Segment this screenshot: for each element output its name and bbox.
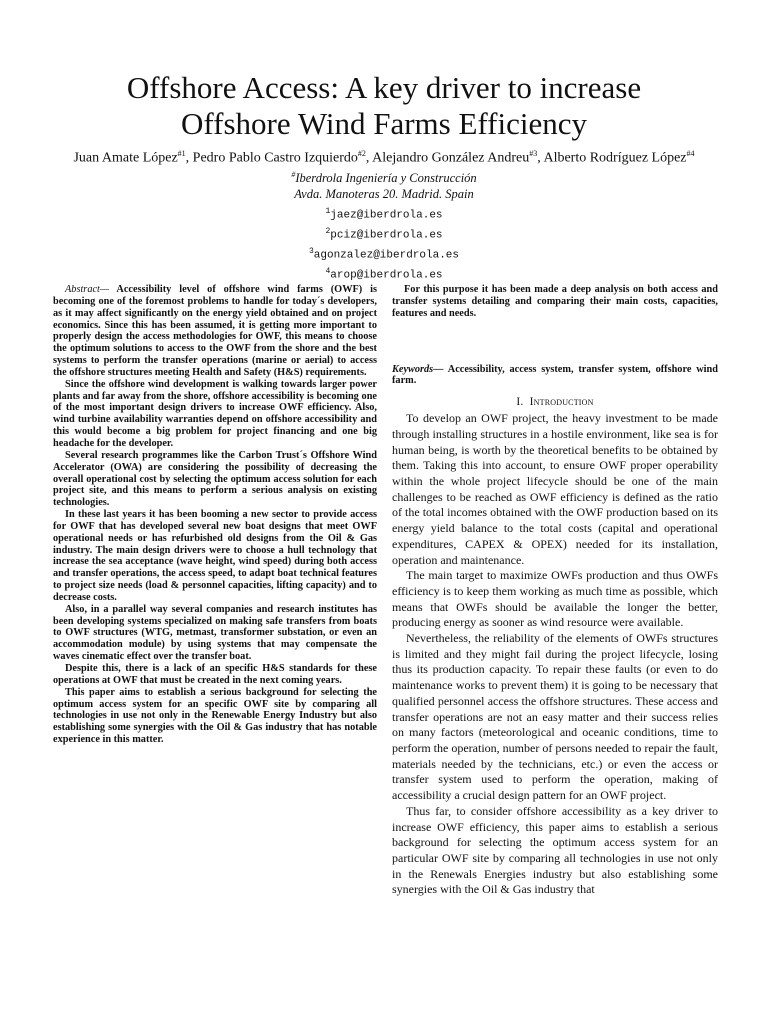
email-address: pciz@iberdrola.es [330,229,443,242]
email-mark: 3 [308,247,314,257]
email-mark: 1 [325,207,331,216]
email-entry [20,204,748,224]
left-column [53,284,377,746]
email-mark: 4 [325,267,331,277]
author-mark: #2 [357,149,366,158]
paper-title [40,70,728,142]
affiliation [20,167,748,202]
keywords [392,364,718,388]
author-name: Pedro Pablo Castro Izquierdo [192,150,358,166]
intro-paragraph: Thus far, to consider offshore accessibility as a key driver to increase OWF efficiency, this paper aims to establish a serious background for selecting the optimum access system for an particular OWF site by comparing all technologies in use not only in the Renewals Energies industry but also establishing some synergies with the Oil & Gas industry that [392,803,718,897]
section-number: I. [516,396,524,409]
intro-paragraph: To develop an OWF project, the heavy investment to be made through installing structures in a hostile environment, like sea is for human being, is worth by the theoretical benefits to be obtained by them. Taking this into account, to ensure OWF proper operability within the whole project lifecycle should be one of the main challenges to be reached as OWF efficiency is defined as the ratio of the total incomes obtained with the OWF production based on its energy yield balance to the total costs (capital and operational expenditures, CAPEX & OPEX) needed for its installation, operation and maintenance. [392,411,718,567]
abstract-paragraph: In these last years it has been booming a new sector to provide access for OWF that has developed several new boat designs that meet OWF operational needs or has refurbished old designs from the Oil & Gas industry. The main design drivers were to choose a hull technology that increase the sea acceptance (wave height, wind speed) during both access and transfer operations, the access speed, to adapt boat technical features to project size needs (load & personnel capacities, lifting capacity) and to decrease costs. [53,509,377,603]
author-mark: #1 [177,149,186,158]
intro-paragraph: Nevertheless, the reliability of the elements of OWFs structures is limited and they might fail during the project lifecycle, losing thus its production capacity. To repair these faults (or even to do maintenance works to prevent them) it is going to be necessary that qualified personnel access the offshore structures. These access and transfer operations are not an easy matter and their success relies on many factors (meteorological and oceanic conditions, time to perform the operation, number of persons needed to repair the fault, materials needed by the technicians, etc.) or even the access or transfer system used to perform the operation, making of accessibility a crucial design pattern for an OWF project. [392,631,718,803]
author-mark: #3 [529,149,538,158]
abstract-paragraph: Since the offshore wind development is walking towards larger power plants and far away from the shore, offshore accessibility is becoming one of the most important design drivers to increase OWF efficiency. Also, wind turbine availability warranties depend on offshore accessibility and this would become a big problem for project financing and one big headache for the developer. [53,378,377,449]
abstract-paragraph: Several research programmes like the Carbon Trust´s Offshore Wind Accelerator (OWA) are considering the possibility of decreasing the overall operational cost by selecting the optimum access solution for each project site, and this means to perform a serious analysis on existing technologies. [53,449,377,509]
abstract-paragraph: Despite this, there is a lack of an specific H&S standards for these operations at OWF that must be created in the next coming years. [53,663,377,686]
abstract-text: Accessibility level of offshore wind farms (OWF) is becoming one of the foremost problems to handle for today´s developers, as it may affect significantly on the energy yield obtained and on project economics. Since this has been assumed, it is getting more important to properly design the access methodologies for OWF, this means to choose the optimum solutions to access to the OWF from the shore and the best systems to perform the transfer operations (marine or aerial) to access the offshore structures meeting Health and Safety (H&S) requirements. [53,284,377,378]
affiliation-line-2: Avda. Manoteras 20. Madrid. Spain [294,187,474,202]
email-address: agonzalez@iberdrola.es [313,249,460,262]
email-entry [20,264,748,284]
section-title: Introduction [529,396,594,409]
author-mark: #4 [686,149,695,158]
email-entry [20,224,748,244]
author-list: Juan Amate López$^{\#1}$, Pedro Pablo Castro Izquierdo$^{\#2}$, Alejandro González Andreu$^{\#3}$, Alberto Rodríguez López$^{\#4}$ [73,149,695,166]
right-column [392,284,718,898]
title-line-1: Offshore Access: A key driver to increase [126,70,642,105]
intro-paragraph: The main target to maximize OWFs production and thus OWFs efficiency is to keep them working as much time as possible, which means that OWFs should be available the longer the better, producing energy as sooner as wind resource were available. [392,568,718,630]
author-name: Alejandro González Andreu [372,150,530,166]
email-address: arop@iberdrola.es [330,270,443,283]
email-mark: 2 [325,227,331,237]
abstract-label: Abstract— [65,284,110,295]
title-line-2: Offshore Wind Farms Efficiency [181,106,587,141]
email-address: jaez@iberdrola.es [330,209,443,222]
keywords-label: Keywords— [392,363,444,375]
keywords-text: Accessibility, access system, transfer system, offshore wind farm. [392,363,718,387]
email-list [20,204,748,285]
email-entry [20,244,748,264]
author-name: Juan Amate López [73,150,178,166]
abstract-paragraph: Also, in a parallel way several companies and research institutes has been developing systems specialized on making safe transfers from boats to OWF structures (WTG, metmast, transformer substation, or even an accommodation module) by using systems that may compensate the waves cinematic effect over the transfer boat. [53,603,377,663]
author-name: Alberto Rodríguez López [543,150,687,166]
section-heading-introduction [392,395,718,410]
affiliation-mark: # [291,170,296,179]
affiliation-line-1: Iberdrola Ingeniería y Construcción [295,171,477,186]
abstract-paragraph [53,284,377,379]
abstract-paragraph: This paper aims to establish a serious background for selecting the optimum access system for an specific OWF site by comparing all technologies in use not only in the Renewable Energy Industry but also establishing some synergies with the Oil & Gas industry that has notable experience in this matter. [53,686,377,746]
abstract-continuation: For this purpose it has been made a deep analysis on both access and transfer systems detailing and comparing their main costs, capacities, features and needs. [392,284,718,319]
